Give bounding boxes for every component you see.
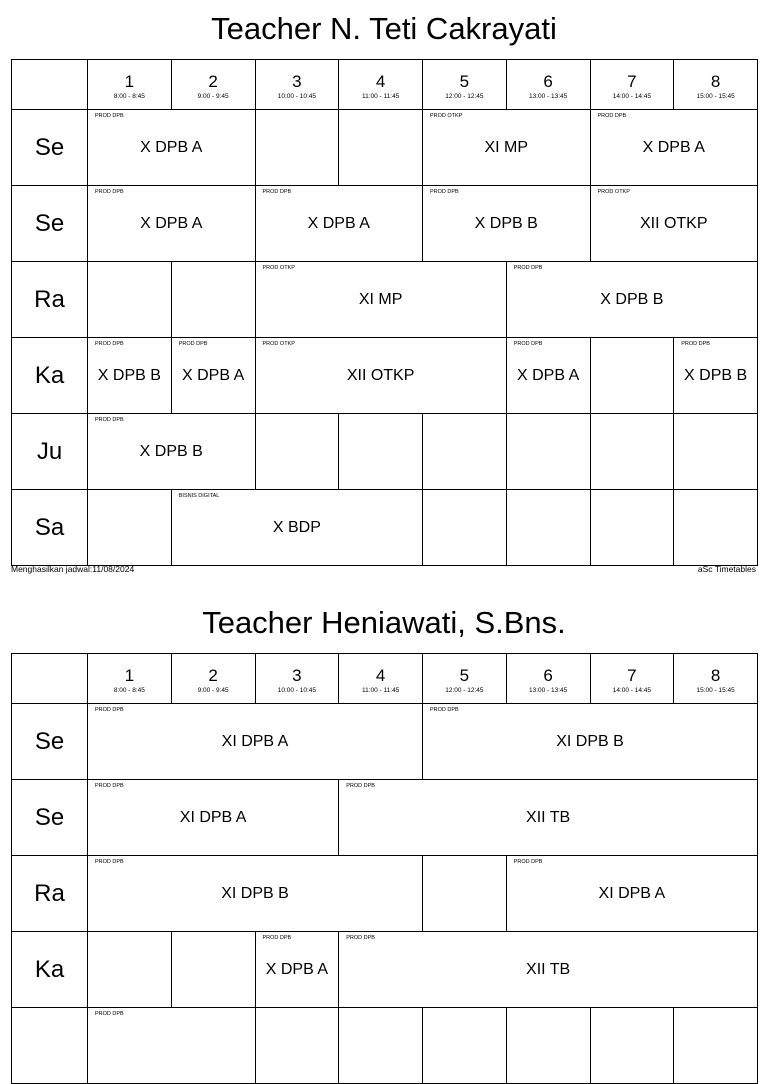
class-label: X DPB A [265, 960, 328, 978]
period-number: 5 [459, 665, 470, 685]
empty-cell [255, 110, 339, 186]
class-label: X BDP [272, 518, 321, 536]
lesson-cell [255, 932, 339, 1008]
period-time: 9:00 - 9:45 [197, 686, 229, 694]
lesson-cell [88, 338, 172, 414]
lesson-cell [88, 780, 339, 856]
class-label: XI DPB A [179, 808, 247, 826]
day-label: Se [34, 803, 65, 831]
day-label: Ka [34, 955, 65, 983]
software-credit: aSc Timetables [697, 564, 756, 574]
period-number: 4 [375, 71, 386, 91]
period-time: 14:00 - 14:45 [612, 92, 652, 100]
period-header-cell [339, 60, 423, 110]
subject-label: PROD DPB [681, 341, 710, 347]
day-row [12, 780, 758, 856]
day-row [12, 704, 758, 780]
period-time: 12:00 - 12:45 [445, 686, 484, 694]
empty-cell [423, 856, 507, 932]
period-time: 15:00 - 15:45 [696, 92, 735, 100]
period-number: 4 [375, 665, 386, 685]
class-label: XII TB [526, 808, 571, 826]
class-label: X DPB B [600, 290, 664, 308]
subject-label: PROD DPB [513, 859, 543, 865]
class-label: XI MP [484, 138, 529, 156]
empty-cell [506, 414, 590, 490]
period-time: 14:00 - 14:45 [612, 686, 652, 694]
empty-cell [506, 490, 590, 566]
lesson-cell [423, 704, 758, 780]
subject-label: PROD DPB [178, 341, 208, 347]
period-header-cell [423, 60, 507, 110]
teacher-title: Teacher N. Teti Cakrayati [211, 11, 557, 46]
empty-cell [339, 1008, 423, 1084]
empty-cell [88, 932, 172, 1008]
corner-cell [12, 60, 88, 110]
period-time: 8:00 - 8:45 [113, 92, 145, 100]
class-label: X DPB A [140, 214, 203, 232]
day-label: Ra [34, 879, 65, 907]
period-time: 10:00 - 10:45 [277, 686, 317, 694]
day-label: Ju [36, 437, 63, 465]
period-number: 7 [627, 71, 637, 91]
subject-label: PROD DPB [262, 189, 292, 195]
subject-label: PROD DPB [95, 341, 124, 347]
empty-cell [674, 1008, 758, 1084]
empty-cell [423, 1008, 507, 1084]
lesson-cell [88, 110, 256, 186]
empty-cell [88, 262, 172, 338]
day-label-cell [12, 338, 88, 414]
period-number: 2 [208, 665, 218, 685]
lesson-cell [339, 780, 758, 856]
day-label-cell [12, 414, 88, 490]
subject-label: PROD DPB [346, 783, 375, 789]
day-label-cell [12, 932, 88, 1008]
lesson-cell [506, 338, 590, 414]
period-number: 2 [208, 71, 218, 91]
period-time: 12:00 - 12:45 [445, 92, 484, 100]
lesson-cell [171, 490, 422, 566]
lesson-cell [88, 186, 256, 262]
subject-label: PROD OTKP [597, 189, 630, 195]
empty-cell [590, 1008, 674, 1084]
lesson-cell [506, 856, 757, 932]
subject-label: PROD OTKP [262, 341, 295, 347]
day-label-cell [12, 490, 88, 566]
empty-cell [339, 110, 423, 186]
period-header-cell [88, 654, 172, 704]
lesson-cell [506, 262, 757, 338]
period-header-cell [674, 654, 758, 704]
day-row [12, 932, 758, 1008]
day-row [12, 186, 758, 262]
period-time: 15:00 - 15:45 [696, 686, 735, 694]
day-label-cell [12, 110, 88, 186]
class-label: XI DPB B [556, 732, 624, 750]
period-number: 7 [627, 665, 637, 685]
class-label: XI DPB A [221, 732, 289, 750]
day-row [12, 414, 758, 490]
day-label: Ra [34, 285, 65, 313]
class-label: X DPB A [182, 366, 245, 384]
period-header-cell [171, 654, 255, 704]
empty-cell [674, 490, 758, 566]
day-row [12, 856, 758, 932]
class-label: X DPB A [642, 138, 705, 156]
period-time: 13:00 - 13:45 [528, 686, 568, 694]
subject-label: PROD DPB [262, 935, 292, 941]
period-header-row [12, 654, 758, 704]
class-label: X DPB B [97, 366, 161, 384]
teacher-title: Teacher Heniawati, S.Bns. [202, 605, 566, 640]
day-label: Sa [34, 513, 65, 541]
period-number: 3 [292, 665, 302, 685]
timetable-grid [11, 653, 758, 1084]
subject-label: BISNIS DIGITAL [178, 493, 220, 499]
lesson-cell [255, 262, 506, 338]
period-header-cell [171, 60, 255, 110]
period-time: 13:00 - 13:45 [528, 92, 568, 100]
day-label-cell [12, 856, 88, 932]
period-time: 8:00 - 8:45 [113, 686, 145, 694]
period-number: 8 [710, 71, 721, 91]
subject-label: PROD DPB [513, 265, 543, 271]
period-time: 10:00 - 10:45 [277, 92, 317, 100]
lesson-cell [423, 110, 591, 186]
subject-label: PROD DPB [95, 417, 124, 423]
class-label: X DPB B [684, 366, 748, 384]
empty-cell [674, 414, 758, 490]
day-label-cell [12, 780, 88, 856]
subject-label: PROD DPB [513, 341, 543, 347]
period-header-cell [590, 654, 674, 704]
period-header-cell [255, 654, 339, 704]
empty-cell [255, 1008, 339, 1084]
class-label: XII TB [526, 960, 571, 978]
empty-cell [171, 932, 255, 1008]
class-label: X DPB A [517, 366, 580, 384]
subject-label: PROD DPB [597, 113, 627, 119]
period-number: 3 [292, 71, 302, 91]
day-row [12, 490, 758, 566]
day-label: Se [34, 209, 65, 237]
class-label: X DPB A [140, 138, 203, 156]
period-header-cell [339, 654, 423, 704]
period-header-cell [674, 60, 758, 110]
empty-cell [339, 414, 423, 490]
class-label: X DPB A [307, 214, 370, 232]
lesson-cell [255, 186, 423, 262]
empty-cell [423, 414, 507, 490]
period-header-cell [506, 654, 590, 704]
day-label: Se [34, 133, 65, 161]
period-number: 6 [543, 665, 553, 685]
subject-label: PROD DPB [95, 859, 124, 865]
empty-cell [590, 414, 674, 490]
day-label-cell [12, 186, 88, 262]
lesson-cell [88, 704, 423, 780]
empty-cell [590, 338, 674, 414]
subject-label: PROD DPB [95, 1011, 124, 1017]
subject-label: PROD OTKP [262, 265, 295, 271]
lesson-cell [590, 110, 758, 186]
empty-cell [88, 490, 172, 566]
subject-label: PROD DPB [95, 113, 124, 119]
day-label: Se [34, 727, 65, 755]
empty-cell [506, 1008, 590, 1084]
day-row [12, 1008, 758, 1084]
subject-label: PROD DPB [95, 783, 124, 789]
subject-label: PROD DPB [430, 189, 459, 195]
subject-label: PROD DPB [346, 935, 375, 941]
class-label: XI DPB A [598, 884, 666, 902]
subject-label: PROD OTKP [430, 113, 463, 119]
period-header-cell [506, 60, 590, 110]
period-number: 5 [459, 71, 470, 91]
lesson-cell [339, 932, 758, 1008]
period-header-cell [88, 60, 172, 110]
lesson-cell [255, 338, 506, 414]
period-time: 11:00 - 11:45 [361, 92, 400, 100]
lesson-cell [590, 186, 758, 262]
period-header-cell [590, 60, 674, 110]
day-label-cell [12, 262, 88, 338]
lesson-cell [171, 338, 255, 414]
lesson-cell [88, 856, 423, 932]
generated-date-note: Menghasilkan jadwal:11/08/2024 [11, 564, 135, 574]
period-number: 1 [124, 71, 135, 91]
day-label-cell [12, 1008, 88, 1084]
corner-cell [12, 654, 88, 704]
lesson-cell [88, 414, 256, 490]
subject-label: PROD DPB [95, 707, 124, 713]
period-time: 9:00 - 9:45 [197, 92, 229, 100]
class-label: X DPB B [139, 442, 203, 460]
period-header-cell [423, 654, 507, 704]
period-number: 1 [124, 665, 135, 685]
empty-cell [255, 414, 339, 490]
day-row [12, 262, 758, 338]
empty-cell [590, 490, 674, 566]
day-row [12, 338, 758, 414]
day-label: Ka [34, 361, 65, 389]
period-number: 6 [543, 71, 553, 91]
subject-label: PROD DPB [430, 707, 459, 713]
day-row [12, 110, 758, 186]
class-label: X DPB B [474, 214, 538, 232]
subject-label: PROD DPB [95, 189, 124, 195]
class-label: XII OTKP [639, 214, 708, 232]
period-time: 11:00 - 11:45 [361, 686, 400, 694]
empty-cell [423, 490, 507, 566]
class-label: XI DPB B [221, 884, 289, 902]
timetable-grid [11, 59, 758, 566]
day-label-cell [12, 704, 88, 780]
class-label: XII OTKP [346, 366, 415, 384]
period-number: 8 [710, 665, 721, 685]
empty-cell [171, 262, 255, 338]
period-header-row [12, 60, 758, 110]
period-header-cell [255, 60, 339, 110]
lesson-cell [423, 186, 591, 262]
lesson-cell [88, 1008, 256, 1084]
lesson-cell [674, 338, 758, 414]
class-label: XI MP [358, 290, 403, 308]
